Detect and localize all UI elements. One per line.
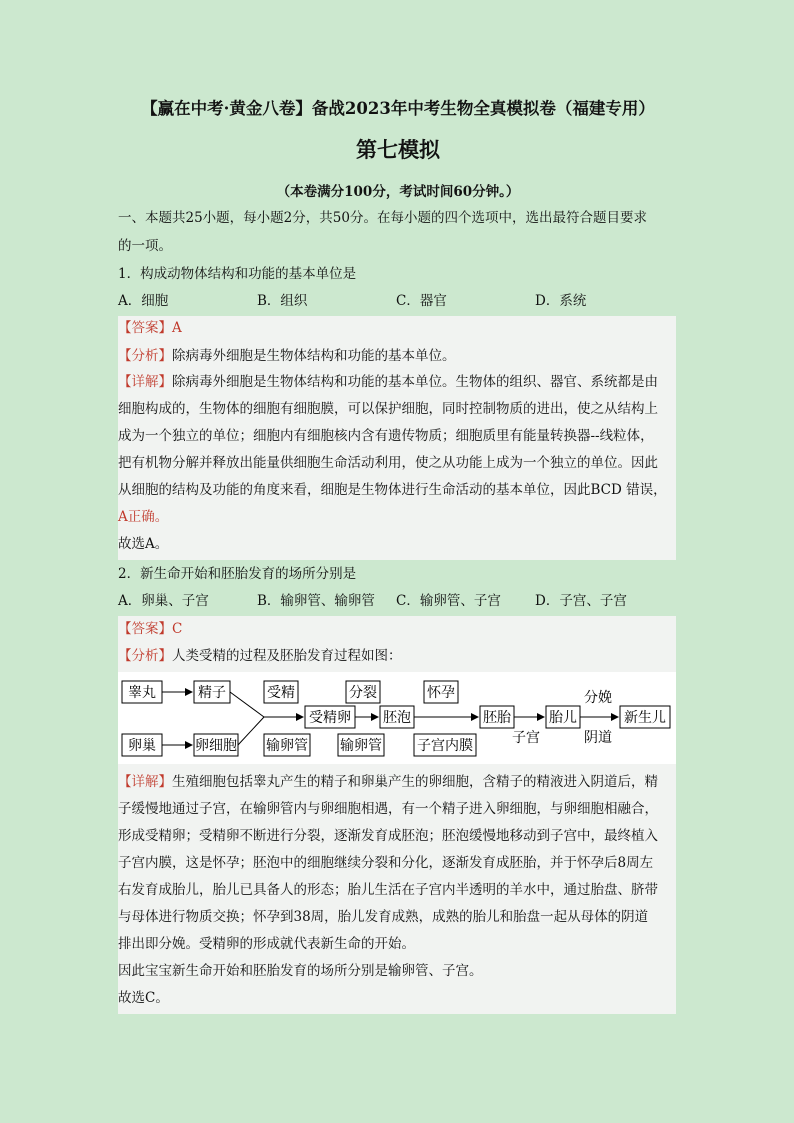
q2-answer-tag: 【答案】	[118, 621, 172, 637]
q1-option-c: C．器官	[396, 293, 447, 309]
exam-subtitle: 第七模拟	[356, 137, 440, 162]
diagram-zygote: 受精卵	[309, 710, 351, 726]
q2-option-a: A．卵巢、子宫	[118, 593, 209, 609]
q2-detail-tag: 【详解】	[118, 774, 172, 790]
diagram-fetus: 胎儿	[549, 710, 577, 726]
q1-detail-line: 除病毒外细胞是生物体结构和功能的基本单位。生物体的组织、器官、系统都是由	[172, 374, 658, 390]
q2-detail-line: 右发育成胎儿，胎儿已具备人的形态；胎儿生活在子宫内半透明的羊水中，通过胎盘、脐带	[118, 882, 658, 898]
q2-conclusion: 故选C。	[118, 990, 169, 1006]
q2-analysis-text: 人类受精的过程及胚胎发育过程如图：	[172, 648, 402, 664]
diagram-sperm: 精子	[198, 685, 226, 701]
exam-title: 【赢在中考·黄金八卷】备战2023年中考生物全真模拟卷（福建专用）	[141, 99, 655, 118]
q2-answer-value: C	[172, 621, 183, 637]
q1-option-a: A．细胞	[118, 293, 169, 309]
q2-option-b: B．输卵管、输卵管	[257, 593, 375, 609]
diagram-uterus: 子宫	[512, 730, 540, 746]
diagram-endometrium: 子宫内膜	[417, 738, 473, 754]
diagram-embryo: 胚胎	[483, 710, 511, 726]
exam-note: （本卷满分100分，考试时间60分钟。）	[276, 184, 520, 200]
q2-stem: 2．新生命开始和胚胎发育的场所分别是	[118, 566, 357, 582]
q1-answer	[118, 318, 678, 338]
diagram-division: 分裂	[349, 685, 377, 701]
q2-detail	[118, 769, 674, 1012]
q2-answer	[118, 619, 678, 639]
q2-option-d: D．子宫、子宫	[535, 593, 627, 609]
q2-detail-line: 排出即分娩。受精卵的形成就代表新生命的开始。	[118, 936, 415, 952]
diagram-oviduct2: 输卵管	[340, 738, 382, 754]
diagram-fertilization: 受精	[267, 685, 295, 701]
q2-option-c: C．输卵管、子宫	[396, 593, 501, 609]
diagram-newborn: 新生儿	[624, 710, 666, 726]
q1-option-b: B．组织	[257, 293, 308, 309]
q1-detail-line: 把有机物分解并释放出能量供细胞生命活动利用，使之从功能上成为一个独立的单位。因此	[118, 455, 658, 471]
diagram-delivery: 分娩	[584, 690, 612, 706]
q1-answer-value: A	[172, 320, 182, 336]
fertilization-diagram-svg	[118, 672, 676, 764]
q1-detail-line: 成为一个独立的单位；细胞内有细胞核内含有遗传物质；细胞质里有能量转换器--线粒体，	[118, 428, 654, 444]
q2-analysis-tag: 【分析】	[118, 648, 172, 664]
q2-detail-line: 形成受精卵；受精卵不断进行分裂，逐渐发育成胚泡；胚泡缓慢地移动到子宫中，最终植入	[118, 828, 658, 844]
q1-detail-tag: 【详解】	[118, 374, 172, 390]
q2-detail-line: 子缓慢地通过子宫，在输卵管内与卵细胞相遇，有一个精子进入卵细胞，与卵细胞相融合，	[118, 801, 658, 817]
q1-answer-tag: 【答案】	[118, 320, 172, 336]
q1-analysis-tag: 【分析】	[118, 348, 172, 364]
q2-detail-line: 子宫内膜，这是怀孕；胚泡中的细胞继续分裂和分化，逐渐发育成胚胎，并于怀孕后8周左	[118, 855, 654, 871]
q1-analysis-text: 除病毒外细胞是生物体结构和功能的基本单位。	[172, 348, 456, 364]
diagram-testis: 睾丸	[128, 685, 156, 701]
section-instruction-line1: 一、本题共25小题，每小题2分，共50分。在每小题的四个选项中，选出最符合题目要求	[118, 210, 647, 226]
q2-detail-row	[118, 769, 674, 796]
q1-detail	[118, 369, 674, 558]
q1-option-d: D．系统	[535, 293, 587, 309]
fertilization-diagram	[118, 672, 676, 764]
q1-detail-line: 从细胞的结构及功能的角度来看，细胞是生物体进行生命活动的基本单位，因此BCD 错误，	[118, 482, 667, 498]
q1-stem: 1．构成动物体结构和功能的基本单位是	[118, 266, 357, 282]
diagram-oviduct1: 输卵管	[266, 738, 308, 754]
q2-detail-line: 与母体进行物质交换；怀孕到38周，胎儿发育成熟，成熟的胎儿和胎盘一起从母体的阴道	[118, 909, 649, 925]
q2-detail-line: 生殖细胞包括睾丸产生的精子和卵巢产生的卵细胞，含精子的精液进入阴道后，精	[172, 774, 658, 790]
diagram-blastocyst: 胚泡	[383, 710, 411, 726]
q1-conclusion: 故选A。	[118, 536, 169, 552]
q1-detail-line: 细胞构成的，生物体的细胞有细胞膜，可以保护细胞，同时控制物质的进出，使之从结构上	[118, 401, 658, 417]
section-instruction-line2: 的一项。	[118, 238, 172, 254]
diagram-pregnancy: 怀孕	[427, 685, 455, 701]
q1-detail-row	[118, 369, 674, 396]
q1-detail-last: A正确。	[118, 509, 169, 525]
diagram-vagina: 阴道	[584, 730, 612, 746]
diagram-ovary: 卵巢	[128, 738, 156, 754]
q2-analysis	[118, 646, 678, 666]
q2-summary: 因此宝宝新生命开始和胚胎发育的场所分别是输卵管、子宫。	[118, 963, 483, 979]
diagram-egg: 卵细胞	[195, 738, 237, 754]
q1-analysis	[118, 346, 678, 366]
